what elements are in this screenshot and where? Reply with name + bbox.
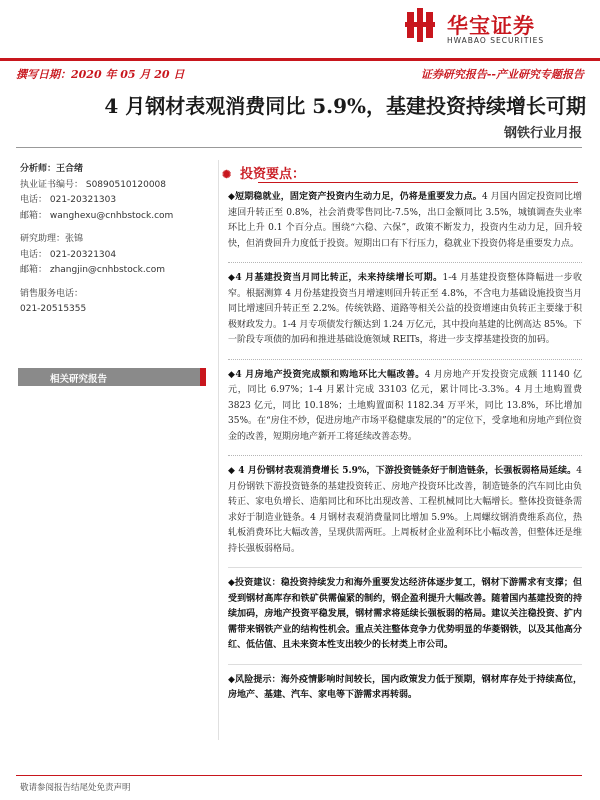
sales-phone: 021-20515355 [20,304,87,314]
column-divider [218,160,219,740]
paragraph-separator [228,359,582,360]
paragraph-2 [228,271,582,349]
sales-label: 销售服务电话： [20,288,84,299]
logo-chinese-name: 华宝证券 [447,14,535,38]
assistant-phone: 电话： 021-20321304 [20,249,117,260]
key-points-title: 投资要点： [240,167,306,182]
analyst-info [20,162,200,318]
report-date: 撰写日期：2020 年 05 月 20 日 [16,68,185,81]
paragraph-lead: ◆4 月基建投资当月同比转正，未来持续增长可期。 [228,273,443,283]
paragraph-4 [228,464,582,557]
paragraph-lead: ◆投资建议：稳投资持续发力和海外重要发达经济体逐步复工，钢材下游需求有支撑；但受到钢材高库存和铁矿供需偏紧的制约，钢企盈利提升大幅改善。随着国内基建投资的持续加码，房地产投资平稳发展，钢材需求将延续长强板弱的格局。建议关注稳投资、扩内需带来钢铁产业的结构性机会。重点关注整体竞争力优势明显的华菱钢铁，以及其他高分红、低估值、且未来资本性支出较少的长材类上市公司。 [228,578,582,650]
paragraph-separator [228,262,582,263]
header-divider [0,58,600,61]
disclaimer-note: 敬请参阅报告结尾处免责声明 [20,783,131,793]
logo-english-name: HWABAO SECURITIES [447,36,545,45]
paragraph-text: 1-4 月基建投资整体降幅进一步收窄。根据测算 4 月份基建投资当月增速则回升转正至 4.8%，不含电力基础设施投资当月同比增速回升转正至 2.2%。传统铁路、道路等相关公益的投资增速由负转正主要缘于积极财政发力。1-4 月专项债发行额达到 1.24 万亿元，其中投向基建的比例高达 85%。下一阶段专项债的加码和推进基础设施领域 REITs，将进一步支撑基建投资的加码。 [228,273,582,345]
company-logo [403,8,583,44]
paragraph-3 [228,368,582,446]
paragraph-text: 4 月房地产开发投资完成额 11140 亿元，同比 6.97%；1-4 月累计完成 33103 亿元，累计同比-3.3%。4 月土地购置费 3823 亿元，同比 10.18%；土地购置面积 1182.34 万平米，同比 13.8%，环比增加 35%。在“房住不炒，促进房地产市场平稳健康发展的”的定位下，受拿地和房地产到位资金的改善，短期房地产新开工将延续改善态势。 [228,369,582,442]
paragraph-separator [228,455,582,456]
related-reports-label: 相关研究报告 [50,374,108,385]
key-points-body [228,190,582,714]
header-bar [0,58,600,86]
report-type: 证券研究报告--产业研究专题报告 [420,68,584,81]
paragraph-6 [228,673,582,704]
paragraph-separator [228,567,582,568]
analyst-phone: 电话： 021-20321303 [20,195,117,205]
analyst-email[interactable]: 邮箱： wanghexu@cnhbstock.com [20,210,174,221]
sun-icon: ✺ [222,168,232,181]
paragraph-1 [228,190,582,252]
hwabao-logo-icon [403,8,437,42]
paragraph-5 [228,576,582,654]
related-reports-header [18,368,206,386]
paragraph-lead: ◆短期稳就业，固定资产投资内生动力足，仍将是重要发力点。 [228,192,482,202]
assistant-name: 研究助理：张锦 [20,234,84,244]
footer-divider [16,775,582,776]
title-divider [16,147,582,148]
key-points-heading [222,163,305,182]
paragraph-text: 4 月份钢铁下游投资链条的基建投资转正、房地产投资环比改善，制造链条的汽车同比由负转正、家电负增长、造船同比和环比出现改善、工程机械同比大幅增长。整体投资链条需求好于制造业链条。4 月钢材表观消费量同比增加 5.9%。上周螺纹钢消费维系高位，热轧板消费环比大幅改善，呈现供需两旺。上周板材企业盈利环比小幅改善，但整体还是维持长强板弱格局。 [228,466,582,554]
report-title: 4 月钢材表观消费同比 5.9%，基建投资持续增长可期 [104,94,586,118]
report-subtitle: 钢铁行业月报 [503,126,582,141]
paragraph-text: 海外疫情影响时间较长，国内政策发力低于预期，钢材库存处于持续高位，房地产、基建、汽车、家电等下游需求再转弱。 [228,674,582,700]
paragraph-lead: ◆4 月房地产投资完成额和购地环比大幅改善。 [228,369,425,380]
paragraph-lead: ◆风险提示： [228,674,281,685]
paragraph-lead: ◆ 4 月份钢材表观消费增长 5.9%，下游投资链条好于制造链条，长强板弱格局延续。 [228,466,577,476]
key-points-underline [258,182,578,183]
paragraph-separator [228,664,582,665]
assistant-email[interactable]: 邮箱： zhangjin@cnhbstock.com [20,265,165,275]
paragraph-text: 4 月国内固定投资同比增速回升转正至 0.8%，社会消费零售同比-7.5%，出口金额同比 3.5%，城镇调查失业率环比上升 0.1 个百分点。围绕“六稳、六保”，政策不断发力，投资内生动力足，回升较快，但消费回升力度低于投资。短期出口有下行压力，稳就业下投资仍将是重要发力点。 [228,192,582,249]
analyst-name: 分析师：王合绪 [20,164,84,174]
analyst-cert: 执业证书编号： S0890510120008 [20,179,167,190]
